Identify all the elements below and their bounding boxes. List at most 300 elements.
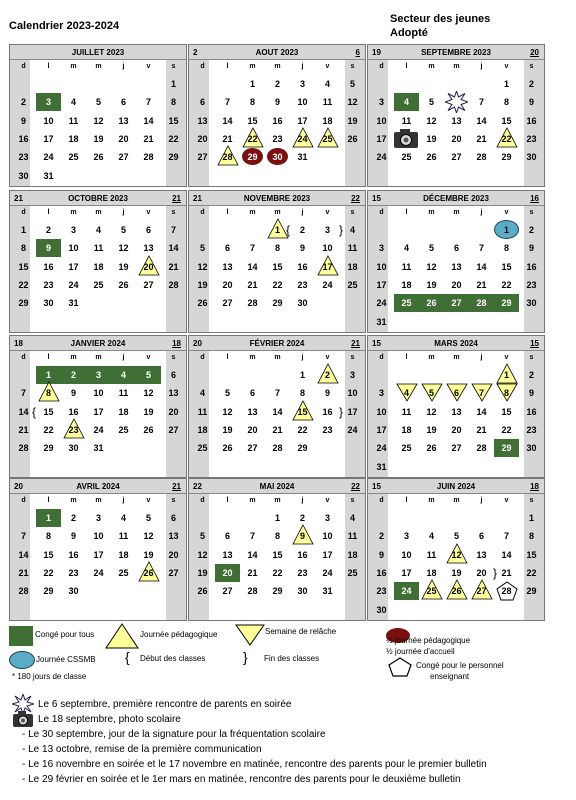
day-cell	[519, 527, 544, 545]
day-cell	[290, 366, 315, 384]
day-number: 5	[199, 243, 205, 254]
day-cell	[290, 294, 315, 312]
weekday-label: s	[171, 63, 176, 70]
day-cell	[290, 130, 315, 148]
month-title: NOVEMBRE 2023	[243, 194, 311, 203]
day-number: 18	[197, 424, 208, 435]
day-cell	[86, 93, 111, 111]
day-number: 4	[349, 513, 355, 523]
day-number: 11	[118, 531, 129, 542]
day-number: 13	[197, 115, 208, 126]
day-number: 16	[43, 261, 54, 272]
day-number: 31	[376, 316, 387, 327]
day-cell	[444, 112, 469, 130]
day-number: 5	[428, 388, 434, 399]
day-cell	[61, 509, 86, 527]
day-number: 28	[501, 586, 512, 597]
day-cell	[111, 258, 136, 276]
weekday-label: m	[95, 354, 102, 361]
day-number: 14	[168, 243, 179, 254]
legend-conge-personnel: Congé pour le personnel	[416, 661, 504, 670]
day-number: 4	[428, 531, 434, 542]
weekday-label: m	[95, 209, 102, 216]
day-cell	[240, 93, 265, 111]
day-cell	[519, 564, 544, 582]
day-number: 6	[478, 531, 484, 542]
day-cell	[215, 384, 240, 402]
legend-close-bracket-icon: }	[243, 649, 248, 665]
day-cell	[290, 148, 315, 166]
day-number: 17	[376, 279, 387, 290]
day-number: 2	[528, 370, 534, 380]
day-number: 21	[476, 279, 487, 290]
day-cell	[265, 276, 290, 294]
day-number: 15	[272, 261, 283, 272]
day-cell	[240, 75, 265, 93]
day-cell	[469, 439, 494, 457]
month-title-bar	[189, 479, 365, 494]
day-cell	[340, 366, 365, 384]
day-cell	[161, 93, 186, 111]
day-cell	[240, 546, 265, 564]
day-cell	[469, 546, 494, 564]
open-bracket-icon: {	[286, 223, 291, 237]
day-cell	[315, 582, 340, 600]
day-cell	[111, 421, 136, 439]
day-cell	[369, 546, 394, 564]
day-cell	[394, 564, 419, 582]
day-cell	[161, 148, 186, 166]
day-cell	[444, 421, 469, 439]
day-number: 22	[272, 567, 283, 578]
day-cell	[265, 93, 290, 111]
legend-jours: * 180 jours de classe	[12, 672, 87, 681]
day-cell	[215, 527, 240, 545]
day-cell	[11, 527, 36, 545]
day-number: 10	[93, 388, 104, 399]
day-cell	[86, 564, 111, 582]
day-cell	[419, 276, 444, 294]
weekday-label: s	[350, 63, 355, 70]
day-number: 24	[93, 567, 104, 578]
day-cell	[36, 258, 61, 276]
day-cell	[111, 527, 136, 545]
day-number: 7	[20, 388, 26, 399]
day-number: 1	[503, 370, 509, 380]
day-number: 29	[501, 152, 512, 163]
day-number: 28	[272, 443, 283, 454]
day-number: 11	[347, 243, 358, 254]
day-number: 24	[401, 586, 412, 597]
day-number: 29	[297, 443, 308, 454]
weekday-label: j	[122, 497, 125, 504]
day-number: 5	[428, 97, 434, 108]
day-number: 9	[299, 243, 305, 254]
day-number: 20	[247, 424, 258, 435]
weekday-label: m	[70, 497, 77, 504]
day-cell	[111, 130, 136, 148]
day-number: 10	[322, 243, 333, 254]
month-title-bar	[189, 336, 365, 351]
day-cell	[190, 564, 215, 582]
day-cell	[519, 546, 544, 564]
day-number: 28	[476, 298, 487, 309]
weekday-label: l	[405, 209, 408, 216]
day-cell	[469, 421, 494, 439]
day-cell	[315, 384, 340, 402]
day-number: 3	[349, 370, 355, 380]
day-number: 1	[299, 370, 305, 380]
weekday-label: l	[226, 497, 229, 504]
day-cell	[290, 421, 315, 439]
day-number: 7	[145, 97, 151, 108]
day-cell	[161, 546, 186, 564]
weekday-label: m	[249, 209, 256, 216]
day-cell	[61, 221, 86, 239]
day-number: 20	[168, 406, 179, 417]
month-title-bar	[10, 336, 186, 351]
day-number: 3	[95, 370, 101, 380]
day-number: 29	[272, 298, 283, 309]
day-number: 1	[45, 513, 51, 523]
weekday-row	[10, 206, 186, 220]
weekday-label: j	[480, 209, 483, 216]
day-number: 15	[43, 406, 54, 417]
day-number: 28	[222, 152, 233, 163]
day-cell	[190, 384, 215, 402]
weekday-label: m	[249, 63, 256, 70]
day-cell	[86, 421, 111, 439]
day-cell	[494, 403, 519, 421]
day-number: 17	[322, 261, 333, 272]
day-cell	[215, 239, 240, 257]
day-cell	[161, 75, 186, 93]
day-number: 9	[299, 531, 305, 542]
day-number: 24	[376, 152, 387, 163]
day-cell-conge	[469, 294, 494, 312]
day-cell	[11, 221, 36, 239]
day-cell	[161, 403, 186, 421]
day-cell	[215, 276, 240, 294]
day-number: 4	[403, 97, 409, 108]
day-cell	[340, 564, 365, 582]
day-cell	[190, 239, 215, 257]
day-number: 23	[18, 152, 29, 163]
day-number: 31	[297, 152, 308, 163]
day-cell	[36, 148, 61, 166]
day-number: 20	[451, 424, 462, 435]
day-number: 26	[93, 152, 104, 163]
day-cell-conge	[444, 294, 469, 312]
weekday-label: s	[529, 63, 534, 70]
weekday-row	[10, 60, 186, 74]
day-number: 21	[18, 424, 29, 435]
day-cell	[36, 546, 61, 564]
day-number: 23	[526, 279, 537, 290]
day-cell	[444, 403, 469, 421]
day-cell	[369, 582, 394, 600]
day-number: 25	[426, 586, 437, 597]
day-cell	[215, 148, 240, 166]
day-cell	[444, 276, 469, 294]
day-number: 15	[18, 261, 29, 272]
day-number: 23	[272, 133, 283, 144]
day-cell	[36, 112, 61, 130]
day-number: 11	[118, 388, 129, 399]
day-number: 27	[143, 279, 154, 290]
day-cell	[86, 221, 111, 239]
day-number: 30	[297, 298, 308, 309]
day-number: 17	[376, 133, 387, 144]
month-title-bar	[368, 479, 544, 494]
weekday-label: d	[21, 497, 26, 504]
day-number: 16	[376, 567, 387, 578]
day-cell	[136, 130, 161, 148]
day-cell	[265, 112, 290, 130]
day-cell	[286, 221, 315, 239]
day-number: 21	[143, 133, 154, 144]
day-cell	[136, 384, 161, 402]
day-number: 17	[401, 567, 412, 578]
day-grid	[10, 509, 186, 620]
day-number: 2	[274, 79, 280, 89]
day-cell	[394, 148, 419, 166]
weekday-label: m	[428, 354, 435, 361]
day-grid	[10, 75, 186, 186]
day-cell	[369, 294, 394, 312]
day-cell	[519, 239, 544, 257]
day-number: 26	[222, 443, 233, 454]
day-number: 1	[20, 225, 26, 235]
weekday-label: j	[301, 63, 304, 70]
day-number: 10	[347, 388, 358, 399]
day-number: 27	[476, 586, 487, 597]
day-number: 16	[297, 549, 308, 560]
day-number: 27	[222, 298, 233, 309]
day-cell	[394, 276, 419, 294]
day-cell-conge	[36, 509, 61, 527]
day-cell	[469, 527, 494, 545]
day-number: 14	[18, 549, 29, 560]
day-cell	[444, 93, 469, 111]
day-number: 21	[247, 567, 258, 578]
day-cell	[519, 93, 544, 111]
day-number: 10	[401, 549, 412, 560]
day-number: 12	[426, 406, 437, 417]
day-cell	[215, 421, 240, 439]
day-cell	[61, 130, 86, 148]
day-cell	[265, 294, 290, 312]
day-cell	[494, 564, 519, 582]
weekday-label: l	[47, 63, 50, 70]
day-number: 15	[272, 549, 283, 560]
day-cell	[136, 527, 161, 545]
school-day-count-start: 21	[14, 194, 23, 203]
day-cell	[290, 75, 315, 93]
day-cell	[136, 564, 161, 582]
day-number: 30	[526, 152, 537, 163]
day-cell-conge	[494, 294, 519, 312]
day-number: 7	[170, 225, 176, 235]
day-cell	[136, 148, 161, 166]
day-cell	[161, 564, 186, 582]
day-cell-conge	[61, 366, 86, 384]
day-cell	[315, 276, 340, 294]
day-number: 3	[378, 97, 384, 108]
day-number: 3	[299, 79, 305, 89]
day-number: 21	[272, 424, 283, 435]
legend-debut: Début des classes	[140, 654, 206, 663]
day-number: 22	[297, 424, 308, 435]
day-number: 25	[93, 279, 104, 290]
day-cell	[86, 239, 111, 257]
day-number: 8	[503, 388, 509, 399]
day-cell	[469, 93, 494, 111]
day-cell	[494, 582, 519, 600]
day-number: 5	[199, 531, 205, 542]
day-number: 19	[347, 115, 358, 126]
day-number: 2	[70, 513, 76, 523]
day-cell	[190, 527, 215, 545]
day-cell	[265, 384, 290, 402]
day-cell	[61, 384, 86, 402]
day-number: 9	[378, 549, 384, 560]
day-number: 18	[401, 279, 412, 290]
day-cell	[136, 112, 161, 130]
day-number: 28	[168, 279, 179, 290]
day-number: 14	[18, 406, 29, 417]
weekday-label: s	[350, 497, 355, 504]
day-cell	[419, 582, 444, 600]
day-number: 8	[170, 97, 176, 108]
day-number: 3	[378, 243, 384, 254]
day-number: 17	[322, 549, 333, 560]
day-number: 11	[322, 97, 333, 108]
day-number: 20	[451, 279, 462, 290]
day-cell	[469, 384, 494, 402]
school-day-count-start: 20	[14, 482, 23, 491]
day-grid	[189, 366, 365, 477]
day-number: 20	[222, 279, 233, 290]
day-number: 7	[274, 388, 280, 399]
weekday-label: s	[529, 209, 534, 216]
day-number: 14	[272, 406, 283, 417]
day-cell	[240, 148, 265, 166]
day-cell	[111, 564, 136, 582]
day-number: 31	[93, 443, 104, 454]
legend-conge-personnel-2: enseignant	[430, 672, 470, 681]
day-number: 13	[168, 388, 179, 399]
day-cell	[86, 527, 111, 545]
day-number: 30	[376, 604, 387, 615]
day-number: 2	[378, 531, 384, 542]
day-cell	[340, 384, 365, 402]
day-number: 6	[224, 531, 230, 542]
day-cell-conge	[494, 439, 519, 457]
day-cell	[315, 527, 340, 545]
day-number: 3	[324, 225, 330, 235]
day-cell	[11, 294, 36, 312]
burst-icon	[445, 91, 468, 113]
day-cell	[161, 221, 186, 239]
day-number: 12	[451, 549, 462, 560]
day-number: 28	[247, 298, 258, 309]
day-cell-conge	[86, 366, 111, 384]
day-number: 25	[401, 443, 412, 454]
day-cell	[161, 130, 186, 148]
day-cell	[86, 439, 111, 457]
day-cell	[86, 130, 111, 148]
day-cell-conge	[36, 239, 61, 257]
day-number: 8	[45, 531, 51, 542]
day-cell	[265, 439, 290, 457]
day-number: 13	[168, 531, 179, 542]
day-number: 28	[476, 152, 487, 163]
day-cell	[519, 75, 544, 93]
day-number: 27	[451, 152, 462, 163]
month-block	[188, 478, 366, 621]
day-cell	[161, 366, 186, 384]
day-number: 25	[322, 133, 333, 144]
weekday-label: m	[249, 354, 256, 361]
day-cell	[61, 564, 86, 582]
day-number: 29	[43, 586, 54, 597]
day-cell	[369, 384, 394, 402]
day-cell	[369, 527, 394, 545]
day-number: 19	[118, 261, 129, 272]
day-number: 23	[376, 586, 387, 597]
day-cell	[290, 403, 315, 421]
weekday-label: m	[428, 209, 435, 216]
day-cell	[419, 546, 444, 564]
day-cell	[519, 258, 544, 276]
weekday-row	[368, 494, 544, 508]
day-number: 17	[68, 261, 79, 272]
day-number: 22	[501, 133, 512, 144]
month-block	[188, 44, 366, 187]
day-cell	[315, 546, 340, 564]
day-cell	[469, 258, 494, 276]
day-number: 2	[299, 225, 305, 235]
day-cell	[190, 582, 215, 600]
day-cell	[494, 239, 519, 257]
day-cell	[61, 276, 86, 294]
day-number: 9	[70, 388, 76, 399]
weekday-row	[368, 206, 544, 220]
day-number: 12	[143, 531, 154, 542]
month-title: JUIN 2024	[436, 482, 476, 491]
day-number: 11	[68, 115, 79, 126]
day-cell	[61, 148, 86, 166]
day-number: 30	[18, 170, 29, 181]
day-cell	[86, 148, 111, 166]
weekday-label: m	[274, 209, 281, 216]
day-number: 30	[297, 586, 308, 597]
day-number: 25	[118, 424, 129, 435]
school-day-count-end: 15	[530, 339, 539, 348]
school-day-count-end: 21	[172, 482, 181, 491]
day-number: 13	[222, 549, 233, 560]
weekday-label: m	[70, 63, 77, 70]
day-cell	[494, 384, 519, 402]
day-cell	[61, 258, 86, 276]
day-cell	[340, 276, 365, 294]
day-number: 5	[120, 225, 126, 235]
school-day-count-end: 22	[351, 482, 360, 491]
school-day-count-start: 22	[193, 482, 202, 491]
day-cell	[469, 130, 494, 148]
day-number: 15	[168, 115, 179, 126]
